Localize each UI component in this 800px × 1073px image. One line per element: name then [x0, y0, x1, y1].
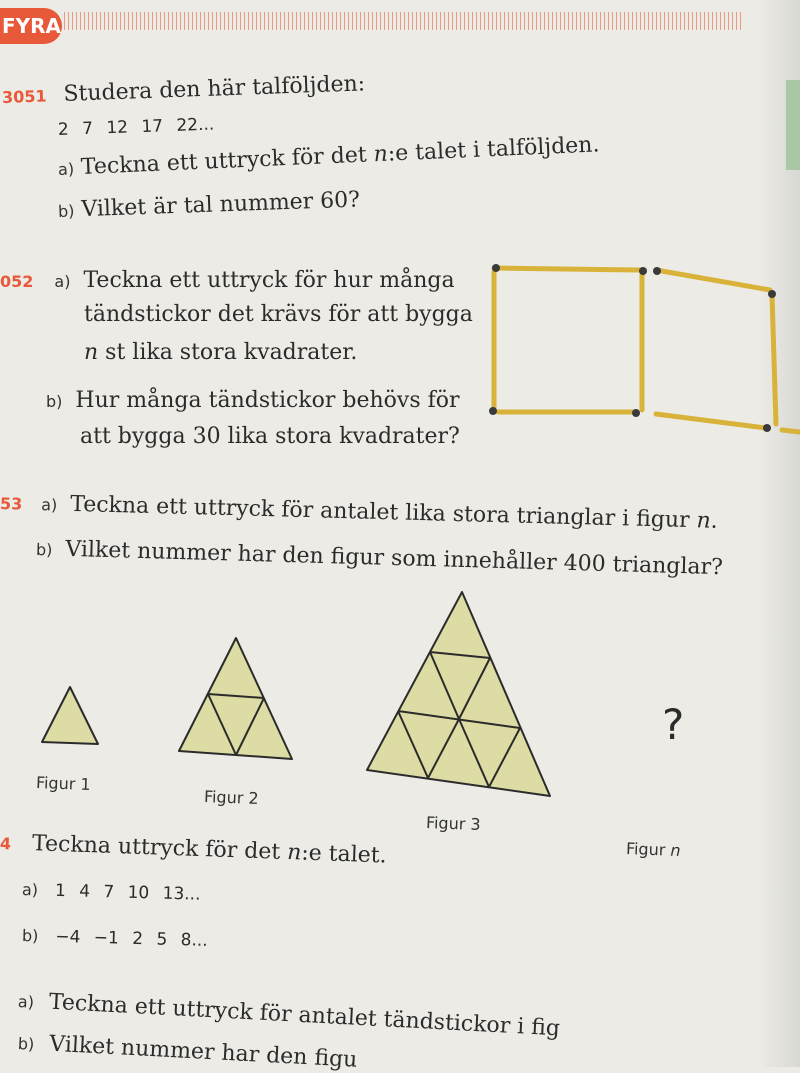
question-label: b) — [35, 540, 53, 560]
question-text: Vilket är tal nummer 60? — [80, 187, 361, 223]
question-text: Teckna ett uttryck för antalet tändstickor i fig — [48, 989, 561, 1042]
question-text: Vilket nummer har den figu — [48, 1031, 358, 1073]
figure-2-triangles — [179, 638, 292, 759]
question-text: Teckna uttryck för det — [31, 831, 288, 866]
question-3054a — [22, 876, 201, 906]
problem-intro: Studera den här talföljden: — [63, 71, 366, 107]
problem-number: 53 — [0, 494, 23, 514]
question-text: . — [710, 508, 719, 534]
figure-1-label: Figur 1 — [35, 773, 91, 794]
question-label: b) — [21, 926, 39, 946]
question-label: a) — [54, 272, 71, 291]
question-text: :e talet i talföljden. — [387, 132, 600, 167]
matchstick-squares — [489, 264, 800, 432]
question-label: a) — [21, 880, 39, 900]
variable-n: n — [373, 141, 389, 168]
sequence-text: 1 4 7 10 13... — [54, 880, 201, 905]
question-label: b) — [46, 392, 63, 411]
question-text: Vilket nummer har den figur som innehåller 400 trianglar? — [65, 536, 724, 581]
sequence-text: −4 −1 2 5 8... — [55, 926, 208, 951]
question-label: a) — [17, 992, 35, 1012]
problem-number: 3051 — [1, 86, 47, 107]
figure-n-text: Figur — [625, 839, 671, 860]
variable-n: n — [84, 340, 99, 365]
figure-3-label: Figur 3 — [425, 813, 481, 834]
question-label: a) — [57, 159, 75, 179]
question-label: b) — [57, 201, 75, 221]
question-mark: ? — [662, 700, 685, 749]
question-3054b — [22, 922, 208, 952]
question-text: Hur många tändstickor behövs för — [75, 388, 460, 413]
figure-1-triangle — [42, 687, 98, 744]
sequence-text: 2 7 12 17 22... — [57, 114, 215, 140]
question-text: st lika stora kvadrater. — [98, 340, 358, 365]
variable-n: n — [286, 840, 302, 866]
question-text: :e talet. — [300, 840, 387, 869]
figure-n-label — [626, 839, 681, 860]
question-label: b) — [17, 1034, 35, 1054]
figure-2-label: Figur 2 — [203, 787, 259, 808]
problem-number: 4 — [0, 834, 12, 854]
question-text: Teckna ett uttryck för antalet lika stora trianglar i figur — [69, 491, 697, 534]
problem-number: 052 — [0, 272, 34, 291]
variable-n: n — [696, 508, 712, 534]
question-text: Teckna ett uttryck för hur många — [83, 268, 455, 293]
question-text: att bygga 30 lika stora kvadrater? — [80, 424, 460, 449]
figure-3-triangles — [367, 592, 550, 796]
question-text: Teckna ett uttryck för det — [80, 142, 375, 180]
question-text: tändstickor det krävs för att bygga — [84, 302, 473, 327]
variable-n: n — [670, 840, 681, 860]
chapter-badge: FYRA — [0, 8, 62, 44]
question-label: a) — [40, 495, 58, 515]
